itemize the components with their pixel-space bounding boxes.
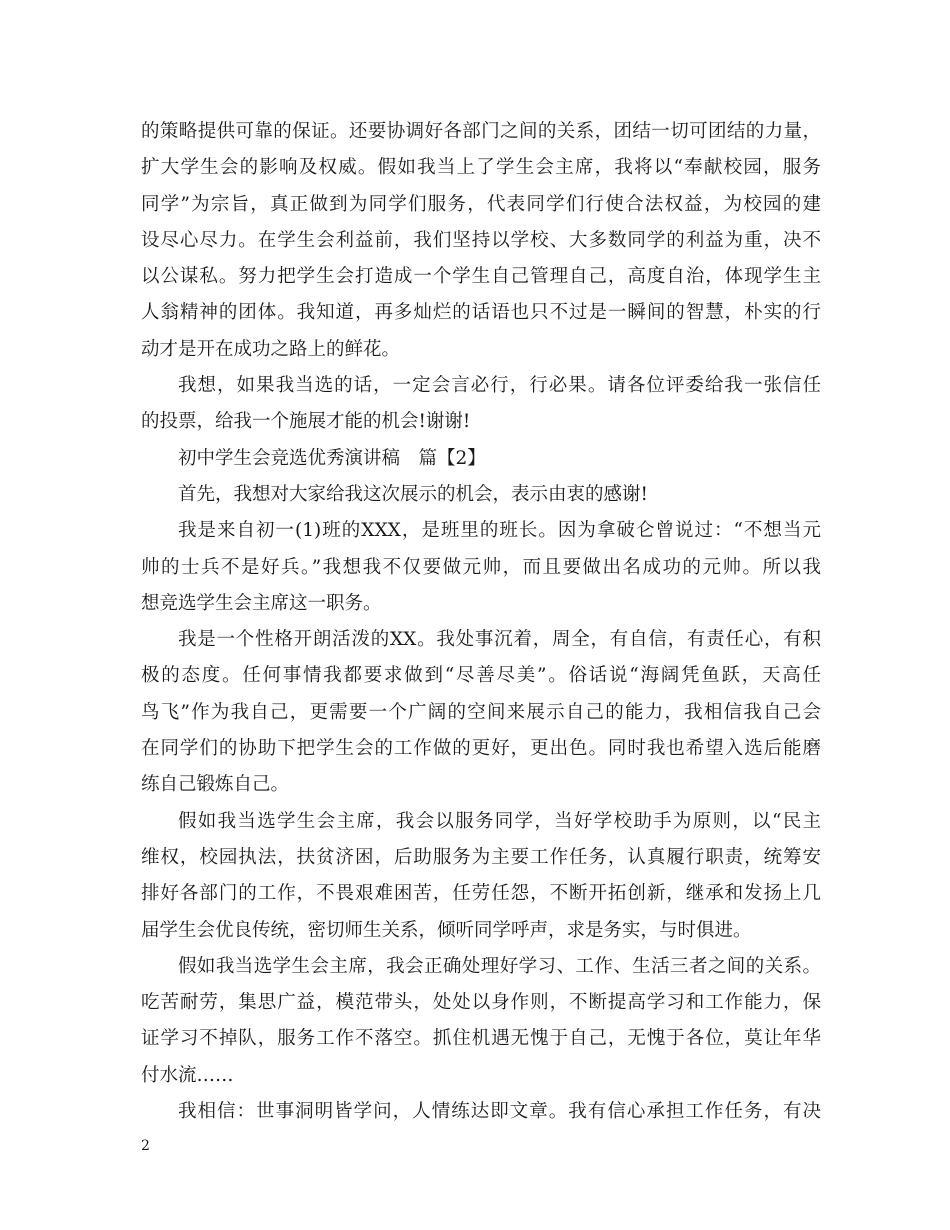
text-line: 证学习不掉队，服务工作不落空。抓住机遇无愧于自己，无愧于各位，莫让年华 — [141, 1028, 821, 1050]
text-line: 扩大学生会的影响及权威。假如我当上了学生会主席，我将以“奉献校园，服务 — [141, 157, 821, 179]
text-line: 吃苦耐劳，集思广益，模范带头，处处以身作则，不断提高学习和工作能力，保 — [141, 992, 821, 1014]
document-body — [141, 114, 821, 1130]
text-line: 我是一个性格开朗活泼的XX。我处事沉着，周全，有自信，有责任心，有积 — [178, 629, 821, 651]
text-line: 在同学们的协助下把学生会的工作做的更好，更出色。同时我也希望入选后能磨 — [141, 738, 821, 760]
text-line: 我是来自初一(1)班的XXX，是班里的班长。因为拿破仑曾说过：“不想当元 — [178, 520, 821, 542]
text-line: 极的态度。任何事情我都要求做到“尽善尽美”。俗话说“海阔凭鱼跃，天高任 — [141, 665, 821, 687]
text-line: 设尽心尽力。在学生会利益前，我们坚持以学校、大多数同学的利益为重，决不 — [141, 229, 821, 251]
text-line: 届学生会优良传统，密切师生关系，倾听同学呼声，求是务实，与时俱进。 — [141, 919, 752, 941]
text-line: 以公谋私。努力把学生会打造成一个学生自己管理自己，高度自治，体现学生主 — [141, 266, 821, 288]
text-line: 排好各部门的工作，不畏艰难困苦，任劳任怨，不断开拓创新，继承和发扬上几 — [141, 883, 821, 905]
text-line: 人翁精神的团体。我知道，再多灿烂的话语也只不过是一瞬间的智慧，朴实的行 — [141, 302, 821, 324]
text-line: 首先，我想对大家给我这次展示的机会，表示由衷的感谢! — [178, 483, 648, 505]
text-line: 练自己锻炼自己。 — [141, 774, 290, 796]
text-line: 想竞选学生会主席这一职务。 — [141, 592, 382, 614]
text-line: 动才是开在成功之路上的鲜花。 — [141, 338, 401, 360]
text-line: 鸟飞”作为我自己，更需要一个广阔的空间来展示自己的能力，我相信我自己会 — [141, 701, 821, 723]
text-line: 帅的士兵不是好兵。”我想我不仅要做元帅，而且要做出名成功的元帅。所以我 — [141, 556, 821, 578]
text-line: 维权，校园执法，扶贫济困，后助服务为主要工作任务，认真履行职责，统筹安 — [141, 846, 821, 868]
text-line: 付水流…… — [141, 1064, 234, 1086]
text-line: 我想，如果我当选的话，一定会言必行，行必果。请各位评委给我一张信任 — [178, 375, 821, 397]
text-line: 初中学生会竞选优秀演讲稿 篇【2】 — [178, 447, 486, 469]
text-line: 假如我当选学生会主席，我会正确处理好学习、工作、生活三者之间的关系。 — [178, 955, 821, 977]
text-line: 我相信：世事洞明皆学问，人情练达即文章。我有信心承担工作任务，有决 — [178, 1101, 821, 1123]
page-number: 2 — [141, 1138, 150, 1154]
text-line: 同学”为宗旨，真正做到为同学们服务，代表同学们行使合法权益，为校园的建 — [141, 193, 821, 215]
text-line: 的策略提供可靠的保证。还要协调好各部门之间的关系，团结一切可团结的力量， — [141, 121, 821, 142]
text-line: 假如我当选学生会主席，我会以服务同学，当好学校助手为原则，以“民主 — [178, 810, 821, 832]
text-line: 的投票，给我一个施展才能的机会!谢谢! — [141, 411, 471, 433]
